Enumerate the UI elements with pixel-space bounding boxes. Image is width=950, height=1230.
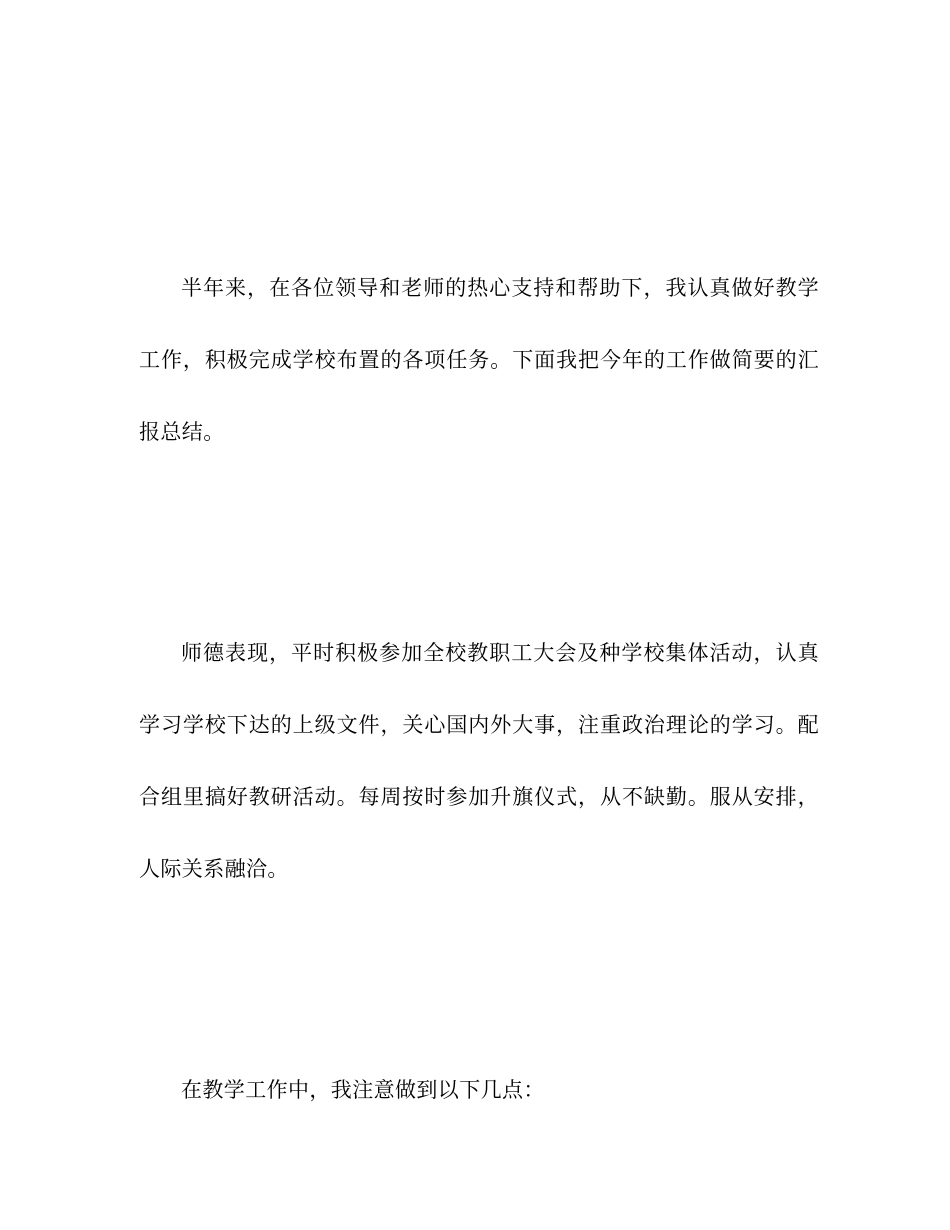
paragraph-work-summary-intro: 半年来，在各位领导和老师的热心支持和帮助下，我认真做好教学工作，积极完成学校布置的各项任务。下面我把今年的工作做简要的汇报总结。 (139, 276, 819, 444)
paragraph-teaching-work-lead: 在教学工作中，我注意做到以下几点： (181, 1078, 545, 1102)
paragraph-teacher-ethics: 师德表现，平时积极参加全校教职工大会及种学校集体活动，认真学习学校下达的上级文件，关心国内外大事，注重政治理论的学习。配合组里搞好教研活动。每周按时参加升旗仪式，从不缺勤。服从安排，人际关系融洽。 (139, 641, 819, 881)
